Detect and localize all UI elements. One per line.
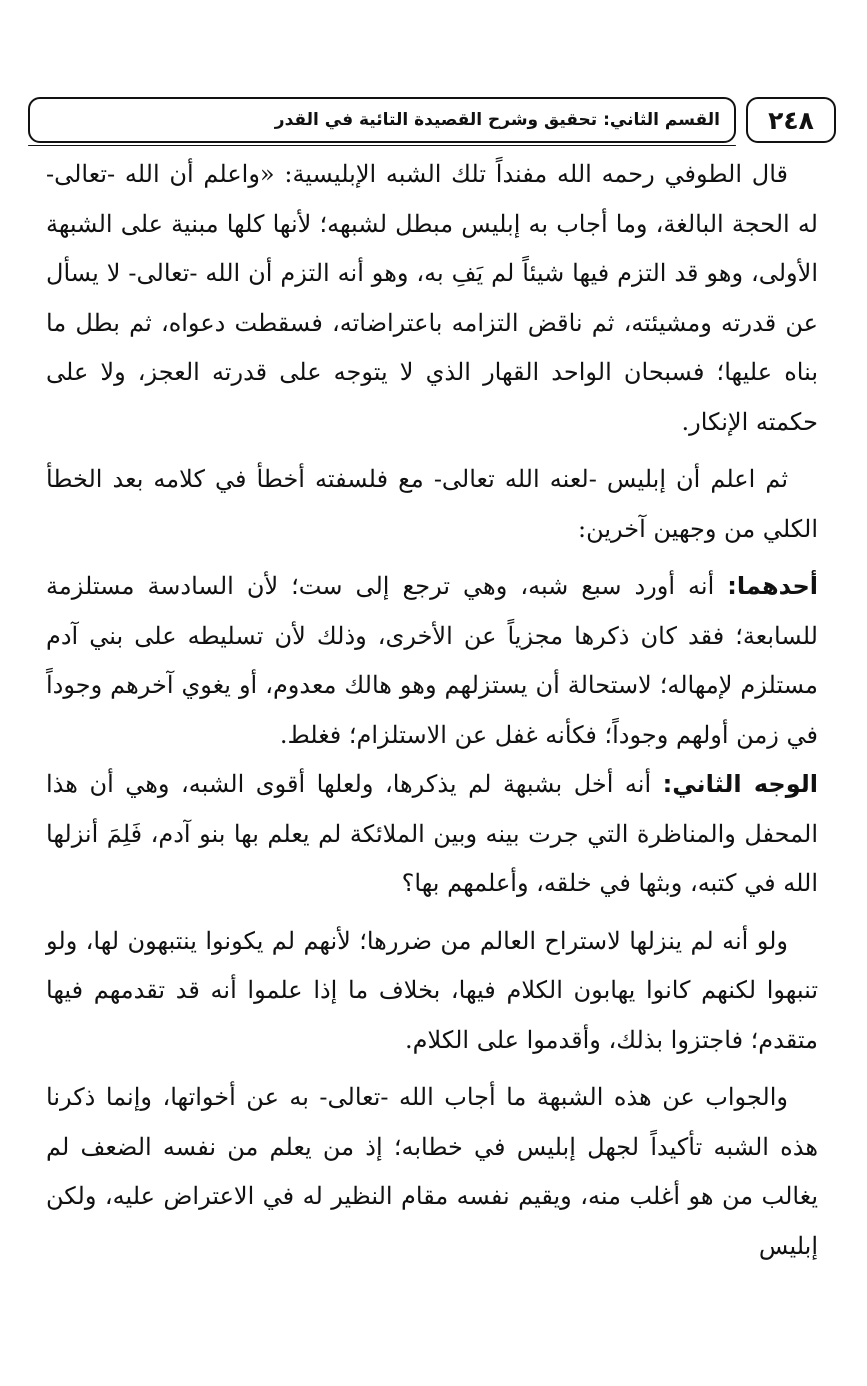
paragraph-6 (46, 1073, 818, 1271)
paragraph-text: قال الطوفي رحمه الله مفنداً تلك الشبه الإبليسية: «واعلم أن الله -تعالى- له الحجة البالغة، وما أجاب به إبليس مبطل لشبهه؛ لأنها كلها مبنية على الشبهة الأولى، وهو قد التزم فيها شيئاً لم يَفِ به، وهو أنه التزم أن الله -تعالى- لا يسأل عن قدرته ومشيئته، ثم ناقض التزامه باعتراضاته، فسقطت دعواه، ثم بطل ما بناه عليها؛ فسبحان الواحد القهار الذي لا يتوجه على قدرته العجز، ولا على حكمته الإنكار. (46, 160, 818, 436)
running-header (28, 97, 836, 147)
running-title: القسم الثاني: تحقيق وشرح القصيدة التائية في القدر (28, 97, 736, 143)
paragraph-text: ثم اعلم أن إبليس -لعنه الله تعالى- مع فلسفته أخطأ في كلامه بعد الخطأ الكلي من وجهين آخرين: (46, 465, 818, 543)
paragraph-text: أنه أورد سبع شبه، وهي ترجع إلى ست؛ لأن السادسة مستلزمة للسابعة؛ فقد كان ذكرها مجزياً عن الأخرى، وذلك لأن تسليطه على بني آدم مستلزم لإمهاله؛ لاستحالة أن يستزلهم وهو هالك معدوم، أو يغوي آخرهم وجوداً في زمن أولهم وجوداً؛ فكأنه غفل عن الاستلزام؛ فغلط. (46, 572, 818, 749)
header-underline (28, 145, 736, 146)
paragraph-lead: الوجه الثاني: (662, 770, 818, 798)
paragraph-5 (46, 917, 818, 1066)
paragraph-text: والجواب عن هذه الشبهة ما أجاب الله -تعالى- به عن أخواتها، وإنما ذكرنا هذه الشبه تأكيداً لجهل إبليس في خطابه؛ إذ من يعلم من نفسه الضعف لم يغالب من هو أغلب منه، ويقيم نفسه مقام النظير له في الاعتراض عليه، ولكن إبليس (46, 1083, 819, 1260)
paragraph-text: ولو أنه لم ينزلها لاستراح العالم من ضررها؛ لأنهم لم يكونوا ينتبهون لها، ولو تنبهوا لكنهم كانوا يهابون الكلام فيها، بخلاف ما إذا علموا أنه قد تقدمهم فيها متقدم؛ فاجتزوا بذلك، وأقدموا على الكلام. (46, 926, 818, 1054)
paragraph-lead: أحدهما: (727, 572, 818, 600)
page-number: ٢٤٨ (746, 97, 836, 143)
paragraph-text: أنه أخل بشبهة لم يذكرها، ولعلها أقوى الشبه، وهي أن هذا المحفل والمناظرة التي جرت بينه وبين الملائكة لم يعلم بها بنو آدم، فَلِمَ أنزلها الله في كتبه، وبثها في خلقه، وأعلمهم بها؟ (46, 770, 818, 897)
paragraph-3 (46, 562, 818, 760)
body-text (46, 150, 818, 1271)
paragraph-1 (46, 150, 818, 447)
paragraph-2 (46, 455, 818, 554)
paragraph-4 (46, 760, 818, 909)
